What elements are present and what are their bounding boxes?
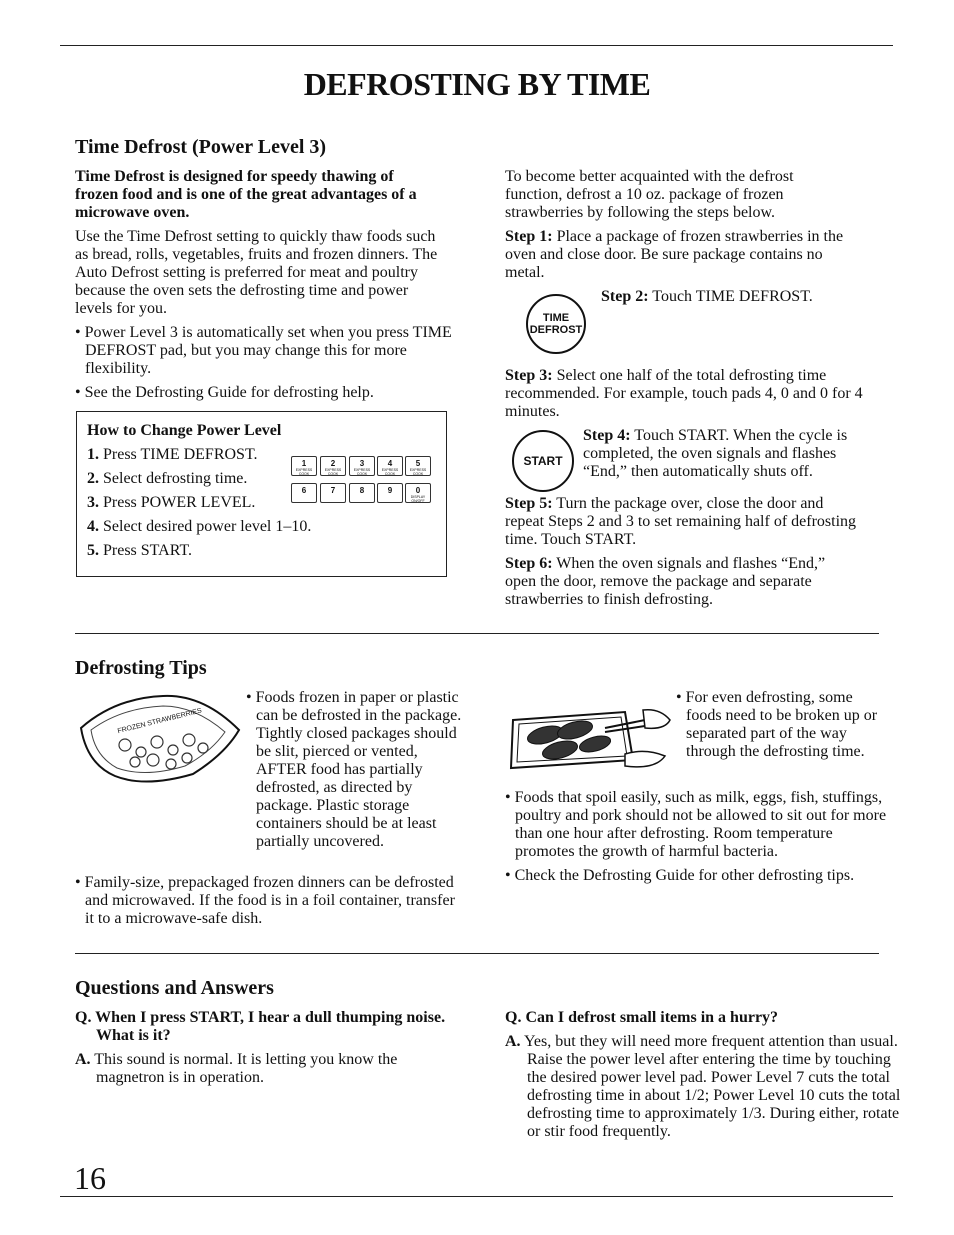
tip-bullet: • Foods frozen in paper or plastic can be defrosted in the package. Tightly closed packages should be slit, pierced or vented, AFTER food has partially defrosted, as directed by package. Plastic storage containers should be at least partially uncovered.: [246, 689, 462, 850]
keypad-key: 6: [291, 483, 317, 503]
box-step: 4. Select desired power level 1–10.: [87, 518, 312, 535]
bottom-rule: [60, 1196, 893, 1197]
frozen-package-illustration: [75, 690, 243, 790]
box-step: 2. Select defrosting time.: [87, 470, 248, 487]
intro-body: Use the Time Defrost setting to quickly thaw foods such as bread, rolls, vegetables, fruits and frozen dinners. The Auto Defrost setting is preferred for meat and poultry because the oven sets the defrosting time and power levels for you.: [75, 228, 438, 317]
step-5: Step 5: Turn the package over, close the door and repeat Steps 2 and 3 to set remaining half of defrosting time. Touch START.: [505, 495, 857, 548]
keypad-key: 3 EXPRESS COOK: [349, 456, 375, 476]
step-4: Step 4: Touch START. When the cycle is completed, the oven signals and flashes “End,” then automatically shuts off.: [583, 427, 848, 480]
intro-bold: Time Defrost is designed for speedy thawing of frozen food and is one of the great advantages of a microwave oven.: [75, 168, 417, 221]
bullet: • See the Defrosting Guide for defrosting help.: [75, 384, 374, 401]
box-step: 5. Press START.: [87, 542, 193, 559]
tip-bullet: • For even defrosting, some foods need to be broken up or separated part of the way through the defrosting time.: [676, 689, 878, 760]
box-step: 3. Press POWER LEVEL.: [87, 494, 256, 511]
page-number: 16: [74, 1160, 106, 1196]
right-intro: To become better acquainted with the defrost function, defrost a 10 oz. package of frozen strawberries by following the steps below.: [505, 168, 794, 221]
step-3: Step 3: Select one half of the total defrosting time recommended. For example, touch pads 4, 0 and 0 for 4 minutes.: [505, 367, 863, 420]
tip-bullet: • Check the Defrosting Guide for other defrosting tips.: [505, 867, 855, 884]
keypad-key: 5 EXPRESS COOK: [405, 456, 431, 476]
question: Q. When I press START, I hear a dull thumping noise. What is it?: [75, 1009, 446, 1044]
section-divider: [75, 953, 879, 954]
keypad-key: 9: [377, 483, 403, 503]
meat-tray-illustration: [505, 690, 680, 775]
section-divider: [75, 633, 879, 634]
step-6: Step 6: When the oven signals and flashes “End,” open the door, remove the package and separate strawberries to finish defrosting.: [505, 555, 826, 608]
top-rule: [60, 45, 893, 46]
keypad-key: 8: [349, 483, 375, 503]
qa-heading: Questions and Answers: [75, 977, 274, 999]
time-defrost-heading: Time Defrost (Power Level 3): [75, 136, 327, 158]
question: Q. Can I defrost small items in a hurry?: [505, 1009, 779, 1026]
answer: A. This sound is normal. It is letting you know the magnetron is in operation.: [75, 1051, 398, 1086]
keypad-key: 0 DISPLAY ON/OFF: [405, 483, 431, 503]
box-step: 1. Press TIME DEFROST.: [87, 446, 258, 463]
keypad-key: 2 EXPRESS COOK: [320, 456, 346, 476]
page-title: DEFROSTING BY TIME: [303, 66, 651, 102]
time-defrost-button-icon: TIME DEFROST: [526, 294, 586, 354]
keypad-key: 7: [320, 483, 346, 503]
power-level-box: [76, 411, 447, 577]
keypad-key: 1 EXPRESS COOK: [291, 456, 317, 476]
answer: A. Yes, but they will need more frequent attention than usual. Raise the power level after entering the time by touching the desired power level pad. Power Level 7 cuts the total defrosting time in about 1/2; Power Level 10 cuts the total defrosting time to approximately 1/3. During either, rotate or stir food frequently.: [505, 1033, 901, 1140]
start-button-icon: START: [512, 430, 574, 492]
package-label: FROZEN STRAWBERRIES: [116, 707, 203, 736]
bullet: • Power Level 3 is automatically set when you press TIME DEFROST pad, but you may change this for more flexibility.: [75, 324, 452, 377]
keypad-key: 4 EXPRESS COOK: [377, 456, 403, 476]
box-title: How to Change Power Level: [87, 422, 282, 439]
defrosting-tips-heading: Defrosting Tips: [75, 657, 207, 679]
step-2: Step 2: Touch TIME DEFROST.: [601, 288, 813, 305]
step-1: Step 1: Place a package of frozen strawberries in the oven and close door. Be sure package contains no metal.: [505, 228, 844, 281]
tip-bullet: • Family-size, prepackaged frozen dinners can be defrosted and microwaved. If the food is in a foil container, transfer it to a microwave-safe dish.: [75, 874, 455, 927]
tip-bullet: • Foods that spoil easily, such as milk, eggs, fish, stuffings, poultry and pork should not be allowed to sit out for more than one hour after defrosting. Room temperature promotes the growth of harmful bacteria.: [505, 789, 887, 860]
